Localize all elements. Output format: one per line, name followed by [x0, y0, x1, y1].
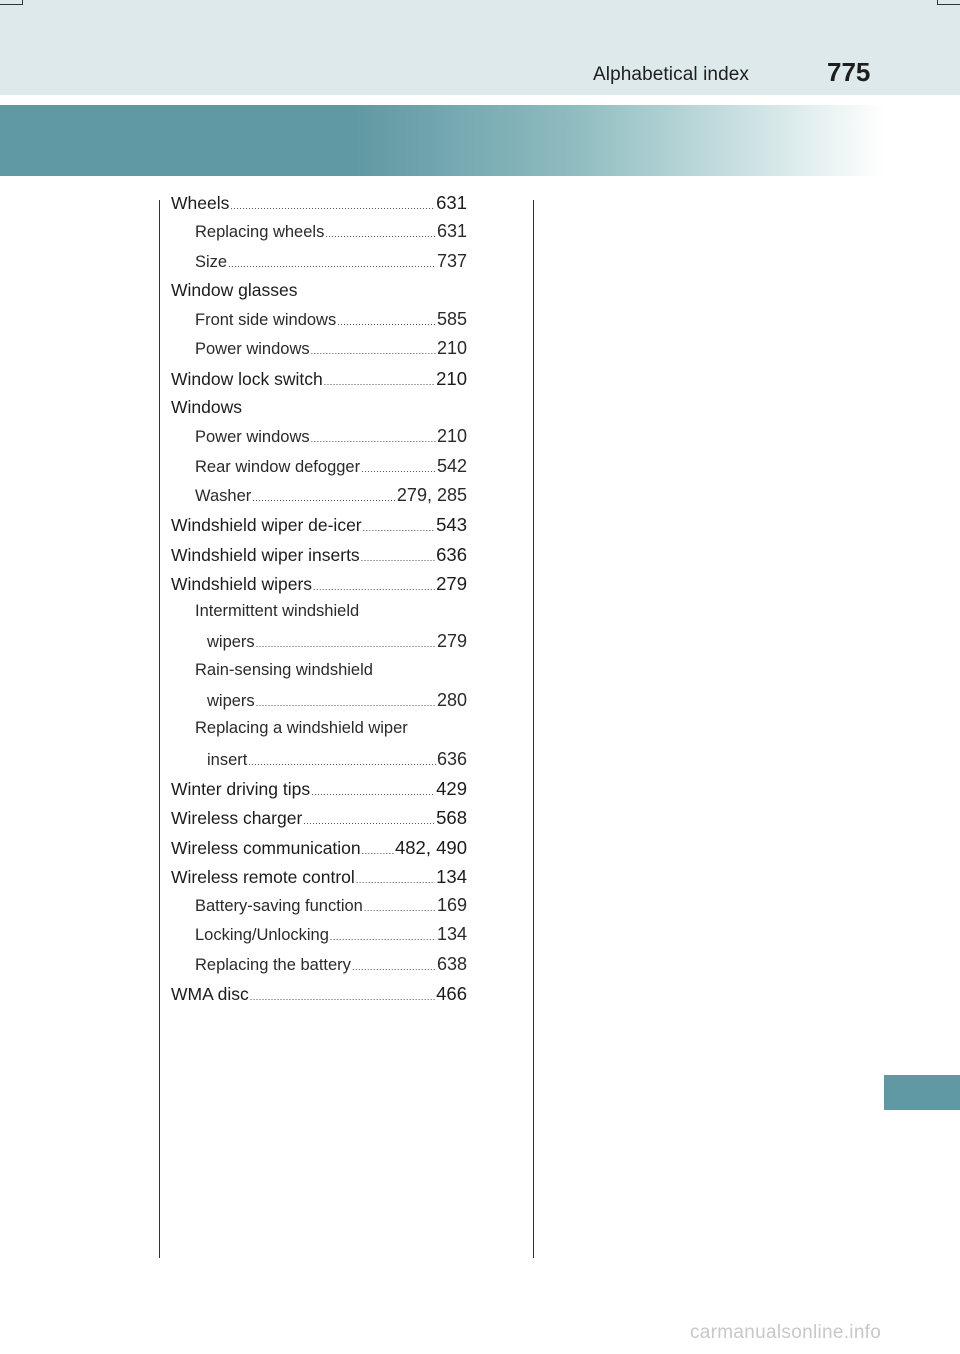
dot-leader: [337, 318, 436, 327]
index-entry-label: wipers: [207, 633, 255, 652]
dot-leader: [311, 788, 435, 797]
index-subentry: [171, 602, 467, 631]
dot-leader: [248, 758, 436, 767]
dot-leader: [228, 260, 436, 269]
dot-leader: [330, 933, 436, 942]
index-entry-page: 279, 285: [396, 484, 467, 505]
dot-leader: [361, 465, 436, 474]
index-entry: [171, 544, 467, 573]
index-entry-label: Replacing wheels: [195, 223, 325, 242]
index-subentry: [171, 485, 467, 514]
index-entry-label: Windshield wiper de-icer: [171, 515, 362, 536]
dot-leader: [303, 817, 435, 826]
index-subentry: [171, 895, 467, 924]
index-entry-page: 631: [436, 192, 467, 213]
index-entry-label: Rear window defogger: [195, 457, 361, 476]
index-subentry: [171, 631, 467, 660]
chapter-tab: [884, 1075, 960, 1110]
index-entry-page: 134: [436, 924, 467, 945]
index-subentry: [171, 309, 467, 338]
index-subentry: [171, 690, 467, 719]
index-subentry: [171, 749, 467, 778]
index-entry-page: 542: [436, 455, 467, 476]
index-entry-label: insert: [207, 750, 248, 769]
dot-leader: [256, 699, 436, 708]
index-subentry: [171, 456, 467, 485]
index-entry-label: Locking/Unlocking: [195, 926, 329, 945]
header-gradient-bar: [0, 105, 885, 176]
column-divider-left: [159, 200, 160, 1258]
watermark: carmanualsonline.info: [690, 1322, 882, 1343]
dot-leader: [252, 494, 396, 503]
index-entry-page: 466: [436, 983, 467, 1005]
dot-leader: [313, 583, 435, 592]
index-entry-label: Power windows: [195, 340, 310, 359]
index-entry-label: Windshield wiper inserts: [171, 544, 360, 565]
index-entry-label: Replacing a windshield wiper: [195, 719, 408, 738]
index-entry-label: WMA disc: [171, 984, 249, 1005]
index-subentry: [171, 661, 467, 690]
index-entry-page: 737: [436, 250, 467, 271]
index-list: [171, 192, 467, 1012]
index-entry: [171, 573, 467, 602]
index-entry-page: 638: [436, 953, 467, 974]
index-entry-page: 568: [436, 807, 467, 829]
index-entry-page: 280: [436, 690, 467, 711]
index-entry-label: Windows: [171, 397, 242, 418]
index-entry-label: wipers: [207, 692, 255, 711]
header-band: [0, 0, 960, 95]
index-entry-page: 169: [436, 895, 467, 916]
index-entry-label: Wireless communication: [171, 837, 361, 858]
index-subentry: [171, 221, 467, 250]
index-subentry: [171, 338, 467, 367]
dot-leader: [256, 640, 436, 649]
index-entry-page: 210: [436, 426, 467, 447]
dot-leader: [230, 202, 435, 211]
index-entry-page: 636: [436, 748, 467, 769]
index-entry: [171, 778, 467, 807]
index-entry-label: Wireless remote control: [171, 866, 355, 887]
index-entry-label: Front side windows: [195, 311, 337, 330]
index-entry: [171, 514, 467, 543]
index-entry-label: Battery-saving function: [195, 897, 363, 916]
dot-leader: [363, 524, 435, 533]
index-entry-page: 636: [436, 543, 467, 565]
column-divider-right: [533, 200, 534, 1258]
dot-leader: [250, 993, 435, 1002]
dot-leader: [362, 847, 394, 856]
index-entry-label: Replacing the battery: [195, 955, 351, 974]
index-entry-page: 429: [436, 777, 467, 799]
dot-leader: [311, 347, 436, 356]
dot-leader: [325, 230, 436, 239]
index-entry-label: Wheels: [171, 193, 230, 213]
index-entry: [171, 866, 467, 895]
index-entry: [171, 807, 467, 836]
dot-leader: [352, 963, 436, 972]
index-entry-page: 210: [436, 367, 467, 389]
index-subentry: [171, 719, 467, 748]
index-entry-label: Rain-sensing windshield: [195, 660, 373, 679]
index-entry-label: Washer: [195, 486, 252, 505]
page-number: 775: [827, 57, 871, 87]
index-entry-page: 279: [436, 572, 467, 594]
dot-leader: [356, 876, 435, 885]
index-entry-page: 631: [436, 221, 467, 242]
index-entry-page: 543: [436, 514, 467, 536]
index-entry-page: 482, 490: [394, 836, 467, 858]
index-entry: [171, 837, 467, 866]
dot-leader: [311, 435, 436, 444]
index-entry: [171, 192, 467, 221]
index-subentry: [171, 251, 467, 280]
index-entry-label: Intermittent windshield: [195, 602, 360, 621]
index-entry-label: Window lock switch: [171, 368, 323, 389]
index-entry: [171, 397, 467, 426]
index-entry-page: 134: [436, 865, 467, 887]
index-entry: [171, 983, 467, 1012]
index-entry-label: Winter driving tips: [171, 778, 311, 799]
index-subentry: [171, 924, 467, 953]
dot-leader: [361, 554, 435, 563]
dot-leader: [364, 904, 436, 913]
dot-leader: [324, 378, 435, 387]
index-subentry: [171, 954, 467, 983]
crop-mark-right: [937, 0, 960, 5]
index-entry-label: Wireless charger: [171, 808, 303, 829]
crop-mark-left: [0, 0, 23, 5]
index-entry-page: 210: [436, 338, 467, 359]
index-entry: [171, 368, 467, 397]
index-subentry: [171, 426, 467, 455]
index-entry-page: 585: [436, 309, 467, 330]
index-entry-page: 279: [436, 631, 467, 652]
index-entry-label: Power windows: [195, 428, 310, 447]
section-title: Alphabetical index: [593, 64, 750, 85]
index-entry-label: Size: [195, 252, 228, 271]
index-entry: [171, 280, 467, 309]
index-entry-label: Windshield wipers: [171, 573, 313, 594]
index-entry-label: Window glasses: [171, 279, 298, 300]
